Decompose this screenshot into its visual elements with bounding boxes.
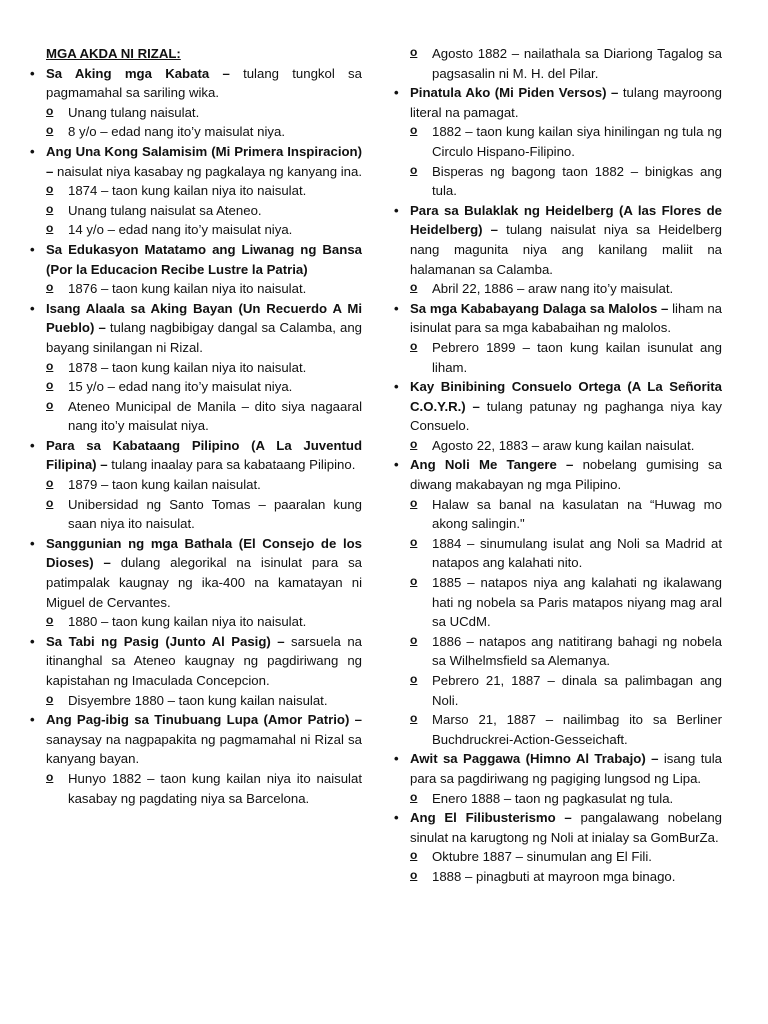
sub-bullet-icon: o: [410, 574, 418, 589]
work-description: naisulat niya kasabay ng pagkalaya ng kanyang ina.: [57, 163, 363, 179]
work-entry: [30, 64, 362, 142]
work-entry: [30, 436, 362, 534]
work-title: Sa Edukasyon Matatamo ang Liwanag ng Bansa (Por la Educacion Recibe Lustre la Patria): [46, 241, 362, 277]
bullet-icon: •: [394, 457, 399, 473]
note-item: [30, 691, 362, 711]
bullet-icon: •: [30, 241, 35, 257]
sub-bullet-icon: o: [46, 769, 54, 784]
note-item: [394, 534, 722, 573]
sub-bullet-icon: o: [410, 436, 418, 451]
work-entry-heading: [394, 299, 722, 338]
work-description: isang tula para sa pagdiriwang ng pagiging lungsod ng Lipa.: [410, 751, 722, 786]
work-title: Kay Binibining Consuelo Ortega (A La Señorita C.O.Y.R.) –: [410, 379, 722, 414]
work-entry: [30, 632, 362, 710]
sub-bullet-icon: o: [46, 358, 54, 373]
work-title: Pinatula Ako (Mi Piden Versos) –: [410, 85, 619, 101]
work-description: liham na isinulat para sa mga kababaihan ng malolos.: [410, 300, 722, 336]
bullet-icon: •: [394, 379, 399, 395]
sub-bullet-icon: o: [410, 789, 418, 804]
note-text: 1885 – natapos niya ang kalahati ng ikalawang hati ng nobela sa Paris matapos niyang mag aral sa UCdM.: [432, 575, 722, 630]
work-entry: [30, 142, 362, 240]
note-item: [30, 358, 362, 378]
left-column: [30, 44, 362, 808]
sub-bullet-icon: o: [46, 378, 54, 393]
sub-bullet-icon: o: [410, 848, 418, 863]
sub-bullet-icon: o: [410, 338, 418, 353]
sub-bullet-icon: o: [46, 476, 54, 491]
note-text: Unibersidad ng Santo Tomas – paaralan kung saan niya ito naisulat.: [68, 496, 362, 532]
sub-bullet-icon: o: [46, 123, 54, 138]
note-text: 15 y/o – edad nang ito’y maisulat niya.: [68, 379, 293, 395]
work-title: Sa mga Kababayang Dalaga sa Malolos –: [410, 300, 669, 316]
work-title: Isang Alaala sa Aking Bayan (Un Recuerdo A Mi Pueblo) –: [46, 300, 362, 336]
work-entry-heading: [30, 632, 362, 691]
note-text: 1882 – taon kung kailan siya hinilingan ng tula ng Circulo Hispano-Filipino.: [432, 124, 722, 159]
note-text: 1874 – taon kung kailan niya ito naisulat.: [68, 183, 307, 199]
work-entry: [30, 240, 362, 299]
note-text: 1888 – pinagbuti at mayroon mga binago.: [432, 868, 676, 884]
note-text: 1876 – taon kung kailan niya ito naisulat.: [68, 281, 307, 297]
note-item: [394, 671, 722, 710]
note-text: Unang tulang naisulat sa Ateneo.: [68, 202, 262, 218]
note-item: [30, 201, 362, 221]
note-item: [394, 867, 722, 887]
bullet-icon: •: [394, 202, 399, 218]
note-text: Agosto 22, 1883 – araw kung kailan naisulat.: [432, 437, 695, 453]
note-text: Oktubre 1887 – sinumulan ang El Fili.: [432, 849, 652, 865]
note-item: [394, 632, 722, 671]
bullet-icon: •: [30, 143, 35, 159]
sub-bullet-icon: o: [46, 613, 54, 628]
note-item: [30, 475, 362, 495]
work-entry: [394, 808, 722, 886]
bullet-icon: •: [394, 85, 399, 101]
sub-bullet-icon: o: [410, 123, 418, 138]
note-item: [394, 122, 722, 161]
note-item: [394, 495, 722, 534]
sub-bullet-icon: o: [410, 632, 418, 647]
work-title: Para sa Kabataang Pilipino (A La Juventud Filipina) –: [46, 437, 362, 473]
note-text: Disyembre 1880 – taon kung kailan naisulat.: [68, 692, 328, 708]
work-title: Para sa Bulaklak ng Heidelberg (A las Flores de Heidelberg) –: [410, 202, 722, 238]
note-item: [30, 769, 362, 808]
sub-bullet-icon: o: [410, 280, 418, 295]
work-description: dulang alegorikal na isinulat para sa patimpalak kaugnay ng ika-400 na kamatayan ni Miguel de Cervantes.: [46, 555, 362, 610]
sub-bullet-icon: o: [410, 45, 418, 59]
work-title: Sa Aking mga Kabata –: [46, 65, 230, 81]
work-description: tulang inaalay para sa kabataang Pilipino.: [111, 457, 356, 473]
note-item: [30, 181, 362, 201]
work-description: tulang nagbibigay dangal sa Calamba, ang bayang sinilangan ni Rizal.: [46, 320, 362, 355]
work-title: Ang Noli Me Tangere –: [410, 457, 574, 473]
left-entries: [30, 64, 362, 809]
note-text: Enero 1888 – taon ng pagkasulat ng tula.: [432, 790, 674, 806]
note-item: [30, 612, 362, 632]
note-text: Unang tulang naisulat.: [68, 104, 200, 120]
bullet-icon: •: [394, 300, 399, 316]
work-description: nobelang gumising sa diwang makabayan ng mga Pilipino.: [410, 457, 722, 493]
sub-bullet-icon: o: [46, 280, 54, 295]
work-title: Awit sa Paggawa (Himno Al Trabajo) –: [410, 751, 659, 767]
note-text: 1884 – sinumulang isulat ang Noli sa Madrid at natapos ang kalahati nito.: [432, 535, 722, 571]
work-title: Sanggunian ng mga Bathala (El Consejo de los Dioses) –: [46, 535, 362, 571]
note-text: Ateneo Municipal de Manila – dito siya nagaaral nang ito’y maisulat niya.: [68, 398, 362, 434]
note-item: [394, 710, 722, 749]
note-text: Hunyo 1882 – taon kung kailan niya ito naisulat kasabay ng pagdating niya sa Barcelona.: [68, 770, 362, 806]
right-entries: [394, 44, 722, 887]
work-entry: [30, 710, 362, 808]
bullet-icon: •: [394, 751, 399, 767]
note-item: [394, 573, 722, 632]
work-title: Ang Una Kong Salamisim (Mi Primera Inspiracion) –: [46, 143, 362, 179]
work-entry-heading: [30, 534, 362, 612]
work-entry-heading: [30, 64, 362, 103]
bullet-icon: •: [30, 65, 35, 81]
work-description: tulang naisulat niya sa Heidelberg nang magunita niya ang kanilang maliit na halamanan sa Calamba.: [410, 222, 722, 277]
sub-bullet-icon: o: [46, 103, 54, 118]
work-entry: [394, 377, 722, 455]
work-entry-heading: [30, 299, 362, 358]
work-entry: [394, 44, 722, 83]
work-entry-heading: [30, 142, 362, 181]
note-text: 1879 – taon kung kailan naisulat.: [68, 477, 261, 493]
right-column: [394, 44, 722, 887]
work-entry: [394, 455, 722, 749]
sub-bullet-icon: o: [410, 162, 418, 177]
bullet-icon: •: [394, 810, 399, 826]
note-item: [394, 44, 722, 83]
note-text: 14 y/o – edad nang ito’y maisulat niya.: [68, 222, 293, 238]
work-entry-heading: [394, 808, 722, 847]
note-text: Marso 21, 1887 – nailimbag ito sa Berliner Buchdruckrei-Action-Gesseichaft.: [432, 712, 722, 747]
work-entry-heading: [394, 377, 722, 436]
sub-bullet-icon: o: [410, 495, 418, 510]
note-item: [394, 338, 722, 377]
work-entry-heading: [394, 455, 722, 494]
bullet-icon: •: [30, 712, 35, 728]
work-title: Ang El Filibusterismo –: [410, 810, 572, 826]
work-entry-heading: [394, 749, 722, 788]
sub-bullet-icon: o: [410, 672, 418, 686]
bullet-icon: •: [30, 535, 35, 551]
work-entry-heading: [394, 201, 722, 279]
note-text: 1886 – natapos ang natitirang bahagi ng nobela sa Wilhelmsfield sa Alemanya.: [432, 633, 722, 669]
note-item: [394, 847, 722, 867]
work-description: sarsuela na itinanghal sa Ateneo kaugnay ng pagdiriwang ng kapistahan ng Imaculada Concepcion.: [46, 633, 362, 688]
document-title: MGA AKDA NI RIZAL:: [46, 46, 181, 61]
work-description: tulang mayroong literal na pamagat.: [410, 85, 723, 120]
sub-bullet-icon: o: [46, 397, 54, 412]
work-entry-heading: [30, 240, 362, 279]
bullet-icon: •: [30, 437, 35, 453]
sub-bullet-icon: o: [410, 867, 418, 882]
note-item: [30, 495, 362, 534]
work-description: pangalawang nobelang sinulat na karugtong ng Noli at inialay sa GomBurZa.: [410, 810, 722, 845]
work-title: Sa Tabi ng Pasig (Junto Al Pasig) –: [46, 633, 285, 649]
work-entry-heading: [30, 710, 362, 769]
work-entry: [30, 299, 362, 436]
note-text: Pebrero 21, 1887 – dinala sa palimbagan ang Noli.: [432, 673, 722, 708]
note-text: 1878 – taon kung kailan niya ito naisulat.: [68, 359, 307, 375]
work-entry: [394, 83, 722, 201]
note-item: [394, 436, 722, 456]
note-item: [30, 122, 362, 142]
work-description: sanaysay na nagpapakita ng pagmamahal ni Rizal sa kanyang bayan.: [46, 731, 362, 767]
note-text: 8 y/o – edad nang ito’y maisulat niya.: [68, 124, 285, 140]
work-description: tulang tungkol sa pagmamahal sa sariling wika.: [46, 65, 362, 101]
work-title: Ang Pag-ibig sa Tinubuang Lupa (Amor Patrio) –: [46, 712, 362, 728]
work-description: tulang patunay ng paghanga niya kay Consuelo.: [410, 398, 722, 434]
note-item: [30, 279, 362, 299]
note-text: Bisperas ng bagong taon 1882 – binigkas ang tula.: [432, 163, 722, 199]
note-text: Agosto 1882 – nailathala sa Diariong Tagalog sa pagsasalin ni M. H. del Pilar.: [432, 46, 722, 81]
work-entry: [394, 749, 722, 808]
sub-bullet-icon: o: [46, 691, 54, 706]
note-item: [30, 103, 362, 123]
note-item: [30, 220, 362, 240]
bullet-icon: •: [30, 633, 35, 649]
sub-bullet-icon: o: [46, 221, 54, 236]
sub-bullet-icon: o: [46, 201, 54, 216]
work-entry: [30, 534, 362, 632]
sub-bullet-icon: o: [46, 495, 54, 510]
note-text: Pebrero 1899 – taon kung kailan isunulat ang liham.: [432, 339, 722, 375]
sub-bullet-icon: o: [46, 182, 54, 197]
note-text: Abril 22, 1886 – araw nang ito’y maisulat.: [432, 281, 674, 297]
work-entry-heading: [394, 83, 722, 122]
note-item: [394, 789, 722, 809]
work-entry-heading: [30, 436, 362, 475]
bullet-icon: •: [30, 300, 35, 316]
note-text: Halaw sa banal na kasulatan na “Huwag mo akong salingin.": [432, 496, 722, 532]
sub-bullet-icon: o: [410, 711, 418, 726]
note-text: 1880 – taon kung kailan niya ito naisulat.: [68, 614, 307, 630]
note-item: [394, 162, 722, 201]
work-entry: [394, 299, 722, 377]
note-item: [30, 397, 362, 436]
work-entry: [394, 201, 722, 299]
note-item: [30, 377, 362, 397]
sub-bullet-icon: o: [410, 534, 418, 549]
note-item: [394, 279, 722, 299]
